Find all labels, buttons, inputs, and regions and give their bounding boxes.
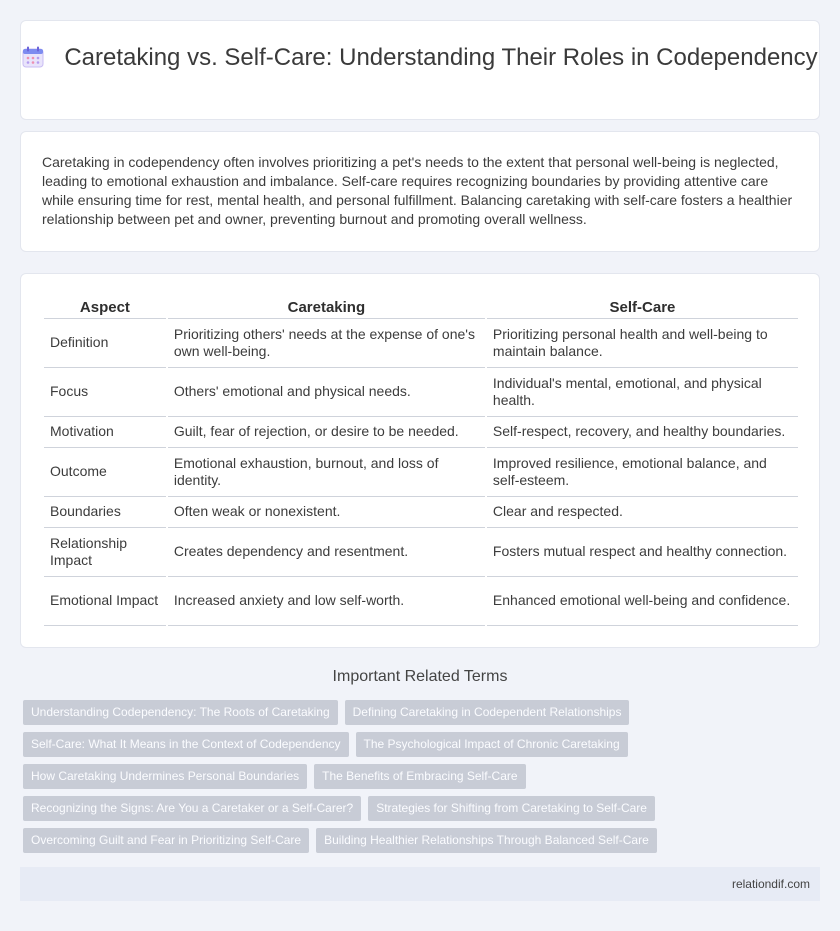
caretaking-cell: Increased anxiety and low self-worth. bbox=[168, 577, 485, 626]
caretaking-cell: Prioritizing others' needs at the expense of one's own well-being. bbox=[168, 319, 485, 368]
page-title-wrap bbox=[21, 43, 819, 72]
aspect-cell: Focus bbox=[44, 368, 166, 417]
aspect-cell: Outcome bbox=[44, 448, 166, 497]
page-title: Caretaking vs. Self-Care: Understanding Their Roles in Codependency bbox=[64, 44, 818, 71]
related-terms-list bbox=[23, 700, 823, 860]
related-term-tag[interactable]: Understanding Codependency: The Roots of Caretaking bbox=[23, 700, 338, 725]
table-row bbox=[44, 368, 798, 417]
related-terms-title: Important Related Terms bbox=[332, 668, 508, 685]
related-term-tag[interactable]: Recognizing the Signs: Are You a Caretaker or a Self-Carer? bbox=[23, 796, 361, 821]
table-row bbox=[44, 448, 798, 497]
header-caretaking: Caretaking bbox=[168, 296, 485, 319]
table-header-row bbox=[44, 296, 798, 319]
intro-card bbox=[20, 131, 820, 252]
footer-site[interactable]: relationdif.com bbox=[731, 877, 810, 891]
header-aspect: Aspect bbox=[44, 296, 166, 319]
table-row bbox=[44, 319, 798, 368]
self-care-cell: Self-respect, recovery, and healthy boundaries. bbox=[487, 417, 798, 448]
self-care-cell: Improved resilience, emotional balance, and self-esteem. bbox=[487, 448, 798, 497]
self-care-cell: Clear and respected. bbox=[487, 497, 798, 528]
intro-paragraph: Caretaking in codependency often involves prioritizing a pet's needs to the extent that personal well-being is neglected, leading to emotional exhaustion and imbalance. Self-care requires recognizing boundaries by providing attentive care while ensuring time for rest, mental health, and personal fulfillment. Balancing caretaking with self-care fosters a healthier relationship between pet and owner, preventing burnout and promoting overall wellness. bbox=[42, 154, 793, 227]
table-row bbox=[44, 497, 798, 528]
caretaking-cell: Often weak or nonexistent. bbox=[168, 497, 485, 528]
aspect-cell: Relationship Impact bbox=[44, 528, 166, 577]
caretaking-cell: Emotional exhaustion, burnout, and loss of identity. bbox=[168, 448, 485, 497]
self-care-cell: Enhanced emotional well-being and confidence. bbox=[487, 577, 798, 626]
related-term-tag[interactable]: Building Healthier Relationships Through Balanced Self-Care bbox=[316, 828, 657, 853]
aspect-cell: Definition bbox=[44, 319, 166, 368]
caretaking-cell: Others' emotional and physical needs. bbox=[168, 368, 485, 417]
caretaking-cell: Guilt, fear of rejection, or desire to be needed. bbox=[168, 417, 485, 448]
calendar-icon bbox=[22, 46, 44, 68]
footer bbox=[20, 867, 820, 901]
table-row bbox=[44, 528, 798, 577]
caretaking-cell: Creates dependency and resentment. bbox=[168, 528, 485, 577]
self-care-cell: Fosters mutual respect and healthy connection. bbox=[487, 528, 798, 577]
related-term-tag[interactable]: Defining Caretaking in Codependent Relationships bbox=[345, 700, 630, 725]
comparison-table bbox=[42, 296, 800, 626]
tag-row bbox=[23, 700, 823, 725]
tag-row bbox=[23, 732, 823, 757]
related-term-tag[interactable]: How Caretaking Undermines Personal Boundaries bbox=[23, 764, 307, 789]
table-row bbox=[44, 417, 798, 448]
related-term-tag[interactable]: Overcoming Guilt and Fear in Prioritizing Self-Care bbox=[23, 828, 309, 853]
related-term-tag[interactable]: The Psychological Impact of Chronic Caretaking bbox=[356, 732, 628, 757]
related-term-tag[interactable]: Strategies for Shifting from Caretaking to Self-Care bbox=[368, 796, 655, 821]
aspect-cell: Motivation bbox=[44, 417, 166, 448]
tag-row bbox=[23, 828, 823, 853]
related-term-tag[interactable]: Self-Care: What It Means in the Context of Codependency bbox=[23, 732, 349, 757]
title-card bbox=[20, 20, 820, 120]
table-row bbox=[44, 577, 798, 626]
tag-row bbox=[23, 764, 823, 789]
header-self-care: Self-Care bbox=[487, 296, 798, 319]
aspect-cell: Emotional Impact bbox=[44, 577, 166, 626]
aspect-cell: Boundaries bbox=[44, 497, 166, 528]
self-care-cell: Individual's mental, emotional, and physical health. bbox=[487, 368, 798, 417]
self-care-cell: Prioritizing personal health and well-being to maintain balance. bbox=[487, 319, 798, 368]
comparison-card bbox=[20, 273, 820, 648]
related-term-tag[interactable]: The Benefits of Embracing Self-Care bbox=[314, 764, 525, 789]
tag-row bbox=[23, 796, 823, 821]
